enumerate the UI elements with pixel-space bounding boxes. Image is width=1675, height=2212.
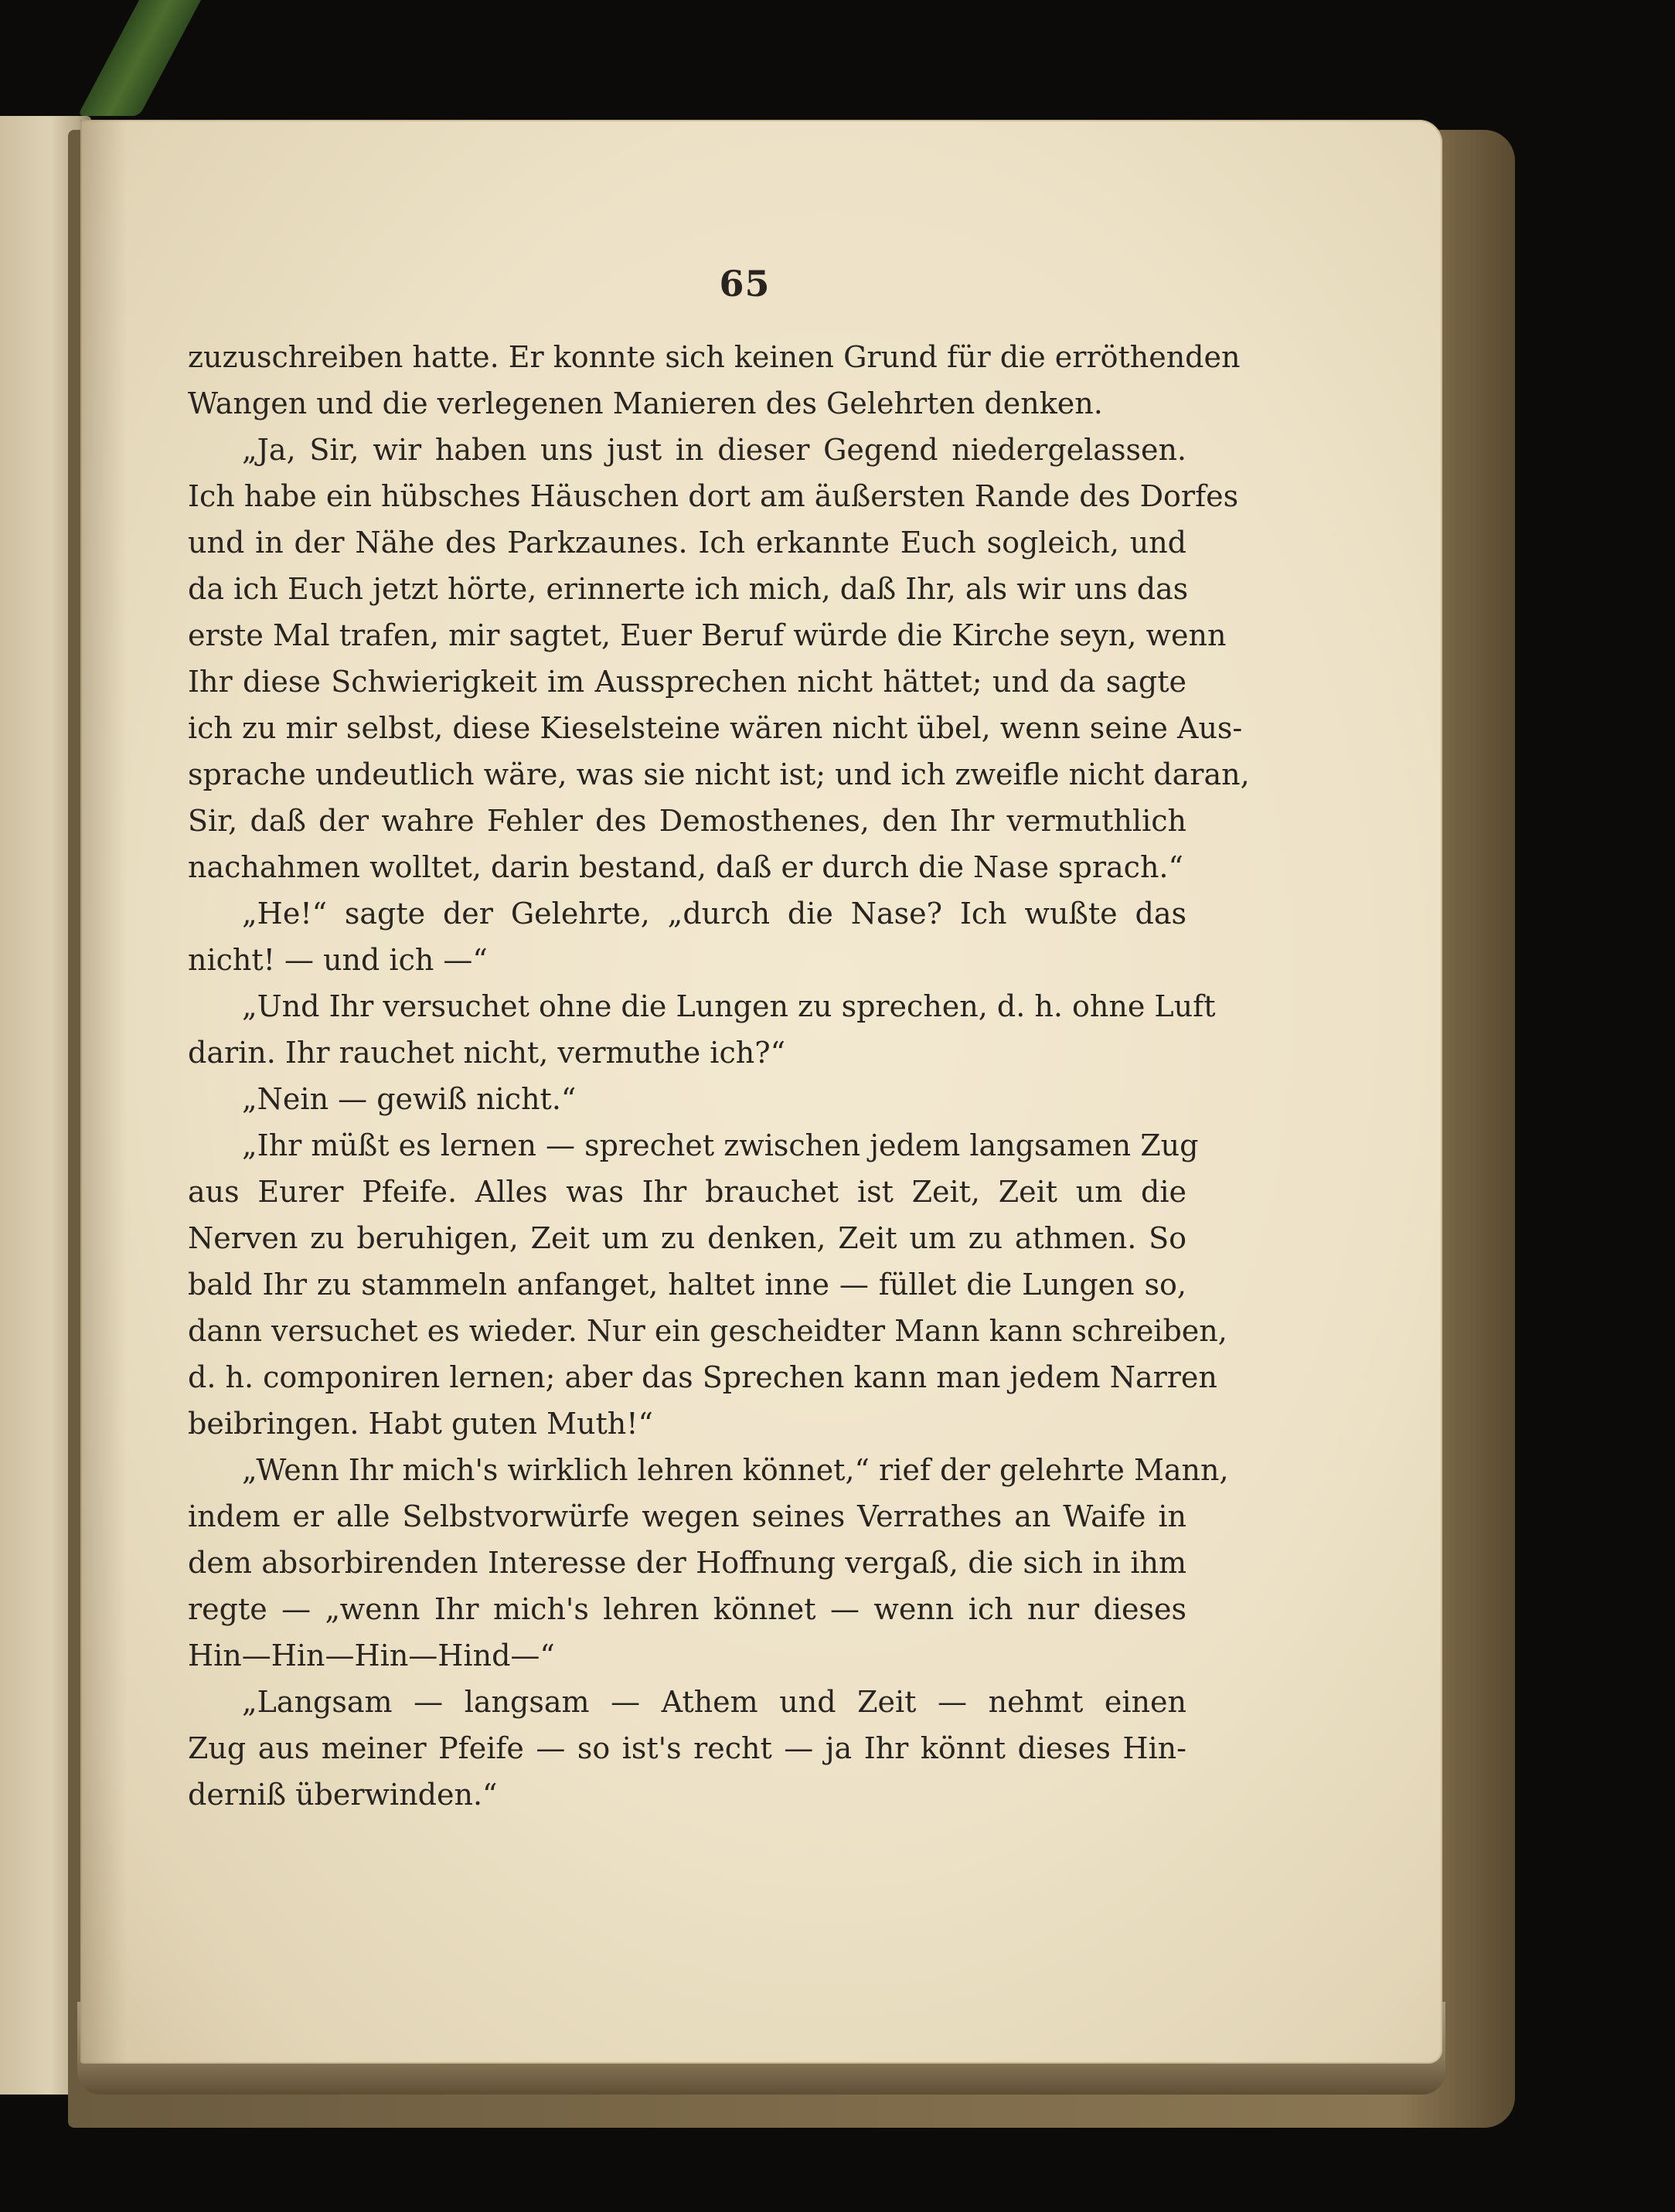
text-line: nachahmen wolltet, darin bestand, daß er durch die Nase sprach.“ bbox=[188, 850, 1183, 884]
text-line: Zug aus meiner Pfeife — so ist's recht — ja Ihr könnt dieses Hin- bbox=[188, 1731, 1186, 1765]
text-line: „Wenn Ihr mich's wirklich lehren könnet,“ rief der gelehrte Mann, bbox=[242, 1453, 1229, 1487]
text-line: beibringen. Habt guten Muth!“ bbox=[188, 1407, 653, 1441]
text-line: Ihr diese Schwierigkeit im Aussprechen nicht hättet; und da sagte bbox=[188, 665, 1186, 699]
text-line: Hin—Hin—Hin—Hind—“ bbox=[188, 1639, 555, 1673]
text-line: und in der Nähe des Parkzaunes. Ich erkannte Euch sogleich, und bbox=[188, 526, 1186, 560]
text-line: dem absorbirenden Interesse der Hoffnung vergaß, die sich in ihm bbox=[188, 1546, 1186, 1580]
page-number bbox=[0, 263, 1675, 305]
text-line: dann versuchet es wieder. Nur ein gescheidter Mann kann schreiben, bbox=[188, 1314, 1227, 1348]
text-line: darin. Ihr rauchet nicht, vermuthe ich?“ bbox=[188, 1036, 786, 1070]
page-number-text: 65 bbox=[719, 263, 771, 305]
text-line: Wangen und die verlegenen Manieren des Gelehrten denken. bbox=[188, 386, 1103, 420]
text-line: „Ja, Sir, wir haben uns just in dieser Gegend niedergelassen. bbox=[242, 433, 1186, 467]
text-line: erste Mal trafen, mir sagtet, Euer Beruf würde die Kirche seyn, wenn bbox=[188, 618, 1227, 652]
text-line: nicht! — und ich —“ bbox=[188, 943, 488, 977]
text-line: „Langsam — langsam — Athem und Zeit — nehmt einen bbox=[242, 1685, 1186, 1719]
text-line: ich zu mir selbst, diese Kieselsteine wären nicht übel, wenn seine Aus- bbox=[188, 711, 1243, 745]
text-line: bald Ihr zu stammeln anfanget, haltet inne — füllet die Lungen so, bbox=[188, 1268, 1186, 1302]
text-line: zuzuschreiben hatte. Er konnte sich keinen Grund für die erröthenden bbox=[188, 340, 1241, 374]
text-line: derniß überwinden.“ bbox=[188, 1778, 498, 1812]
text-line: „Nein — gewiß nicht.“ bbox=[242, 1082, 577, 1116]
text-line: indem er alle Selbstvorwürfe wegen seines Verrathes an Waife in bbox=[188, 1499, 1186, 1533]
text-line: „Ihr müßt es lernen — sprechet zwischen jedem langsamen Zug bbox=[242, 1128, 1199, 1162]
text-line: „He!“ sagte der Gelehrte, „durch die Nase? Ich wußte das bbox=[242, 897, 1186, 931]
page-text bbox=[188, 334, 1250, 1818]
text-line: d. h. componiren lernen; aber das Sprechen kann man jedem Narren bbox=[188, 1360, 1217, 1394]
text-line: aus Eurer Pfeife. Alles was Ihr brauchet ist Zeit, Zeit um die bbox=[188, 1175, 1186, 1209]
text-line: sprache undeutlich wäre, was sie nicht ist; und ich zweifle nicht daran, bbox=[188, 757, 1250, 791]
text-line: regte — „wenn Ihr mich's lehren könnet — wenn ich nur dieses bbox=[188, 1592, 1186, 1626]
text-line: da ich Euch jetzt hörte, erinnerte ich mich, daß Ihr, als wir uns das bbox=[188, 572, 1189, 606]
text-line: Nerven zu beruhigen, Zeit um zu denken, Zeit um zu athmen. So bbox=[188, 1221, 1186, 1255]
text-line: Sir, daß der wahre Fehler des Demosthenes, den Ihr vermuthlich bbox=[188, 804, 1186, 838]
text-line: Ich habe ein hübsches Häuschen dort am äußersten Rande des Dorfes bbox=[188, 479, 1239, 513]
text-line: „Und Ihr versuchet ohne die Lungen zu sprechen, d. h. ohne Luft bbox=[242, 989, 1216, 1023]
gutter-shadow bbox=[80, 120, 127, 2064]
